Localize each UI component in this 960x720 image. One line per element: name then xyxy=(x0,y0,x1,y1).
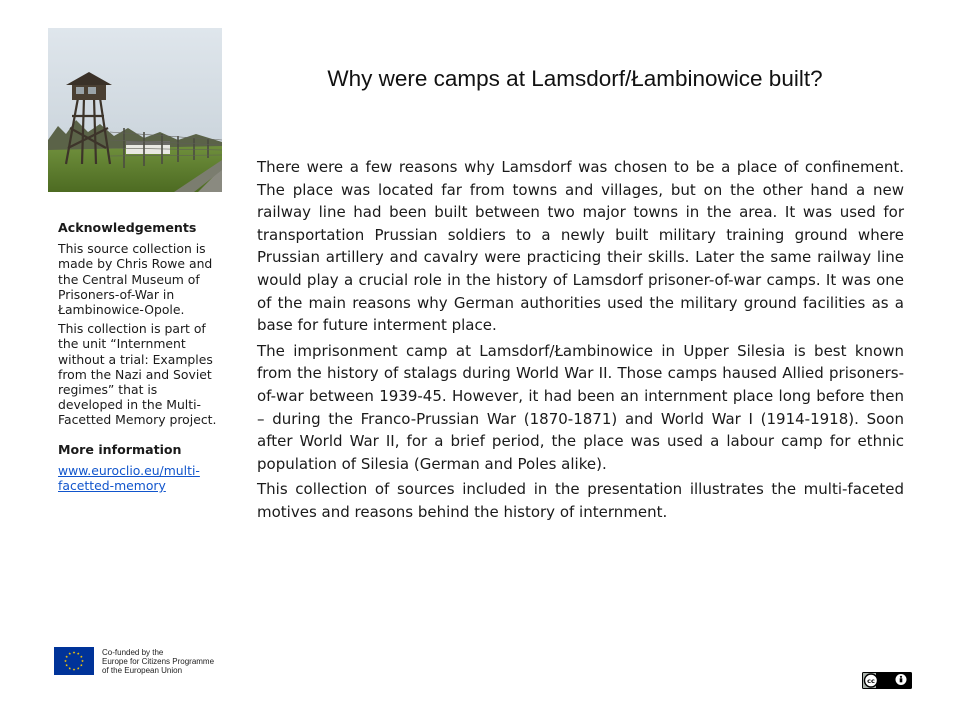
eu-funding-logo xyxy=(54,646,229,676)
creative-commons-badge xyxy=(862,672,912,689)
attribution-icon xyxy=(900,678,903,682)
more-information-heading: More information xyxy=(58,441,182,457)
paragraph: This collection of sources included in the presentation illustrates the multi-faceted motives and reasons behind the history of internment. xyxy=(257,480,904,521)
acknowledgements-heading: Acknowledgements xyxy=(58,220,197,235)
watchtower-photo xyxy=(48,28,222,192)
main-text xyxy=(257,156,904,527)
eu-text-line: Co-funded by the xyxy=(102,647,164,657)
eu-text-line: of the European Union xyxy=(102,665,183,675)
paragraph: There were a few reasons why Lamsdorf was chosen to be a place of confinement. The place was located far from towns and villages, but on the other hand a new railway line had been built between two major towns in the area. It was used for transportation Prussian soldiers to a newly built military training ground where Prussian artillery and cavalry were practicing their skills. Later the same railway line would play a crucial role in the history of Lamsdorf prisoner-of-war camps. It was one of the main reasons why German authorities used the military ground facilities as a base for future interment place. xyxy=(257,158,904,335)
eu-flag-icon xyxy=(54,647,94,675)
acknowledgements-text: This source collection is made by Chris Rowe and the Central Museum of Prisoners-of-War in Łambinowice-Opole. xyxy=(58,241,213,318)
eu-text-line: Europe for Citizens Programme xyxy=(102,656,215,666)
acknowledgements-sidebar xyxy=(58,220,218,493)
paragraph: The imprisonment camp at Lamsdorf/Łambinowice in Upper Silesia is best known from the history of stalags during World War II. Those camps haused Allied prisoners-of-war between 1939-45. However, it had been an internment place long before then – during the Franco-Prussian War (1870-1871) and World War I (1914-1918). Soon after World War II, for a brief period, the place was used a labour camp for ethnic population of Silesia (German and Poles alike). xyxy=(257,341,904,473)
eu-funding-text xyxy=(102,648,214,675)
unit-description: This collection is part of the unit “Internment without a trial: Examples from the Nazi and Soviet regimes” that is developed in the Multi-Facetted Memory project. xyxy=(58,321,217,428)
cc-icon: cc xyxy=(867,677,875,685)
more-information-link[interactable]: www.euroclio.eu/multi-facetted-memory xyxy=(58,462,200,494)
slide-title: Why were camps at Lamsdorf/Łambinowice built? xyxy=(327,66,823,91)
